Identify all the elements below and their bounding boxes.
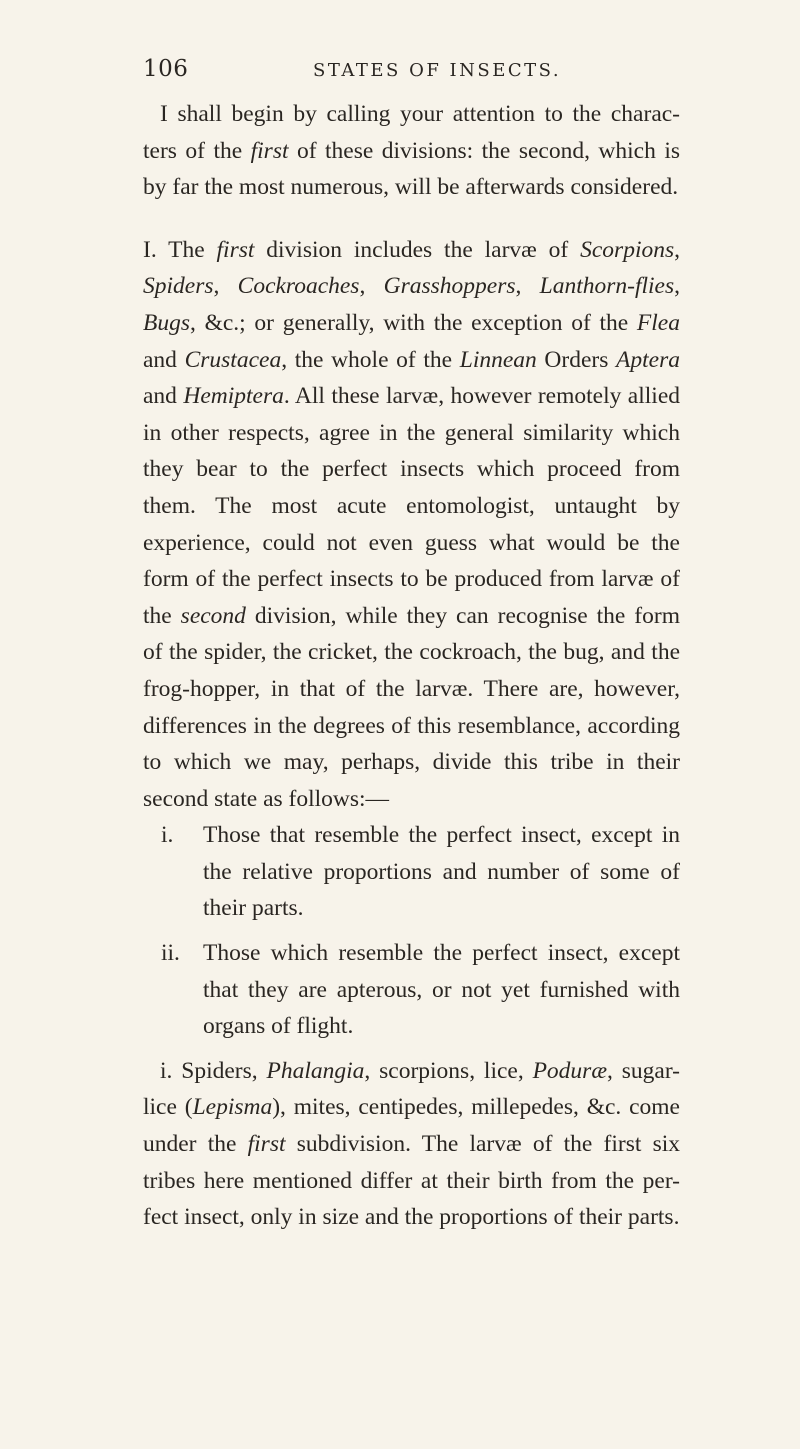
taxon-crustacea: Crustacea	[184, 346, 282, 373]
taxon-spiders: Spiders	[143, 273, 214, 300]
list-item	[143, 935, 680, 1045]
section-text: I. The	[143, 236, 217, 263]
closing-text: , sugar-lice (	[143, 1057, 680, 1121]
closing-text: , scorpions, lice,	[364, 1057, 533, 1084]
section-text: , &c.; or generally, with the exception of the	[190, 309, 637, 336]
taxon-grasshoppers: Grasshoppers	[383, 273, 516, 300]
section-text: . All these larvæ, however remotely allied in other respects, agree in the general similarity which they bear to the perfect insects which proceed from them. The most acute entomologist, untaught by experience, could not even guess what would be the form of the perfect insects to be produced from larvæ of the	[143, 383, 680, 629]
section-text: division includes the larvæ of	[254, 236, 581, 263]
section-text: ,	[674, 236, 680, 263]
closing-text: i. Spiders,	[160, 1057, 267, 1084]
subdivision-list	[143, 817, 680, 1045]
taxon-scorpions: Scorpions	[580, 236, 675, 263]
page-header	[143, 56, 670, 86]
list-item-number: i.	[161, 822, 174, 849]
taxon-lanthorn-flies: Lanthorn-flies	[539, 273, 675, 300]
list-item	[143, 817, 680, 927]
section-text: division, while they can recognise the form of the spider, the cricket, the cockroach, the bug, and the frog-hopper, in that of the larvæ. There are, however, differences in the degrees of this resemblance, according to which we may, perhaps, divide this tribe in their second state as follows:—	[143, 602, 680, 812]
intro-text: of these divisions: the second, which is by far the most numerous, will be afterwards considered.	[143, 137, 680, 201]
intro-paragraph	[143, 96, 680, 206]
running-head: STATES OF INSECTS.	[313, 60, 562, 81]
taxon-aptera: Aptera	[616, 346, 680, 373]
section-text: ,	[359, 273, 384, 300]
term-linnean: Linnean	[459, 346, 537, 373]
section-text: ,	[674, 273, 680, 300]
section-text: ,	[515, 273, 540, 300]
list-item-number: ii.	[161, 940, 180, 967]
page-body	[143, 96, 680, 1236]
closing-emphasis: first	[247, 1131, 286, 1158]
closing-text: ), mites, centipedes, millepedes, &c. come under the	[143, 1094, 680, 1158]
section-text: , the whole of the	[281, 346, 460, 373]
section-text: ,	[213, 273, 238, 300]
intro-text: I shall begin by calling your attention to the charac-ters of the	[143, 101, 680, 164]
closing-paragraph	[143, 1053, 680, 1236]
taxon-phalangia: Phalangia	[266, 1057, 365, 1084]
closing-text: subdivision. The larvæ of the first six tribes here mentioned differ at their birth from the per-fect insect, only in size and the proportions of their parts.	[143, 1131, 680, 1231]
taxon-cockroaches: Cockroaches	[237, 273, 360, 300]
page-number: 106	[143, 56, 189, 82]
taxon-flea: Flea	[636, 309, 680, 336]
taxon-bugs: Bugs	[143, 309, 190, 336]
intro-emphasis: first	[250, 137, 289, 164]
taxon-hemiptera: Hemiptera	[183, 383, 284, 410]
section-text: and	[143, 383, 184, 410]
list-item-text: Those which resemble the perfect insect, except that they are apterous, or not yet furnished with organs of flight.	[203, 940, 680, 1040]
taxon-podurae: Poduræ	[532, 1057, 608, 1084]
taxon-lepisma: Lepisma	[192, 1094, 273, 1121]
section-emphasis: second	[180, 602, 246, 629]
list-item-text: Those that resemble the perfect insect, except in the relative proportions and number of some of their parts.	[203, 822, 680, 922]
section-text: and	[143, 346, 185, 373]
section-paragraph	[143, 232, 680, 818]
section-emphasis: first	[216, 236, 255, 263]
section-text: Orders	[536, 346, 617, 373]
